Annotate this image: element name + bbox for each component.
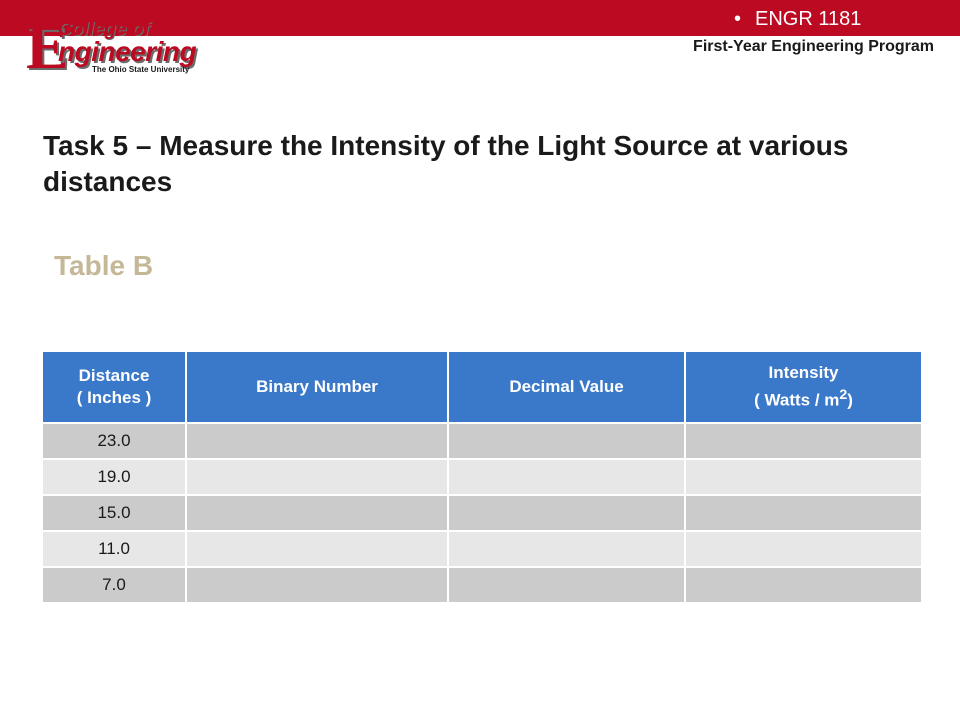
cell-intensity bbox=[685, 495, 922, 531]
college-of-engineering-logo bbox=[26, 11, 222, 82]
course-code bbox=[734, 6, 861, 32]
slide-title: Task 5 – Measure the Intensity of the Light Source at various distances bbox=[43, 130, 849, 197]
logo-line-university: The Ohio State University bbox=[92, 65, 190, 74]
table-row bbox=[42, 531, 922, 567]
cell-decimal-value bbox=[448, 495, 685, 531]
bullet: • bbox=[734, 8, 742, 30]
column-header-line: Distance bbox=[78, 366, 150, 385]
table-header-row bbox=[42, 351, 922, 423]
logo-line-college: College of bbox=[58, 19, 150, 40]
cell-decimal-value bbox=[448, 567, 685, 603]
cell-distance: 23.0 bbox=[42, 423, 186, 459]
cell-decimal-value bbox=[448, 531, 685, 567]
program-name: First-Year Engineering Program bbox=[693, 38, 934, 55]
column-header-line: ) bbox=[847, 390, 853, 410]
table-row bbox=[42, 423, 922, 459]
cell-binary-number bbox=[186, 423, 448, 459]
superscript: 2 bbox=[839, 387, 848, 404]
cell-distance: 11.0 bbox=[42, 531, 186, 567]
cell-intensity bbox=[685, 423, 922, 459]
column-header-line: Intensity bbox=[768, 363, 839, 383]
column-header-line: ( Inches ) bbox=[76, 388, 152, 407]
logo-big-letter: E bbox=[26, 11, 69, 82]
column-header-distance bbox=[42, 351, 186, 423]
cell-distance: 19.0 bbox=[42, 459, 186, 495]
column-header-binary-number bbox=[186, 351, 448, 423]
cell-intensity bbox=[685, 531, 922, 567]
cell-distance: 15.0 bbox=[42, 495, 186, 531]
cell-intensity bbox=[685, 459, 922, 495]
column-header-line: ( Watts / m bbox=[754, 390, 840, 410]
table-row bbox=[42, 495, 922, 531]
logo-line-engineering: ngineering bbox=[58, 36, 197, 67]
cell-binary-number bbox=[186, 495, 448, 531]
cell-binary-number bbox=[186, 567, 448, 603]
column-header-intensity bbox=[685, 351, 922, 423]
cell-intensity bbox=[685, 567, 922, 603]
cell-decimal-value bbox=[448, 423, 685, 459]
data-table bbox=[41, 350, 923, 604]
cell-distance: 7.0 bbox=[42, 567, 186, 603]
table-row bbox=[42, 567, 922, 603]
course-code-text: ENGR 1181 bbox=[755, 8, 862, 30]
cell-binary-number bbox=[186, 459, 448, 495]
column-header-decimal-value bbox=[448, 351, 685, 423]
table-label: Table B bbox=[54, 250, 154, 281]
cell-binary-number bbox=[186, 531, 448, 567]
cell-decimal-value bbox=[448, 459, 685, 495]
column-header-line: Binary Number bbox=[256, 377, 378, 396]
table-row bbox=[42, 459, 922, 495]
column-header-line: Decimal Value bbox=[509, 377, 624, 396]
